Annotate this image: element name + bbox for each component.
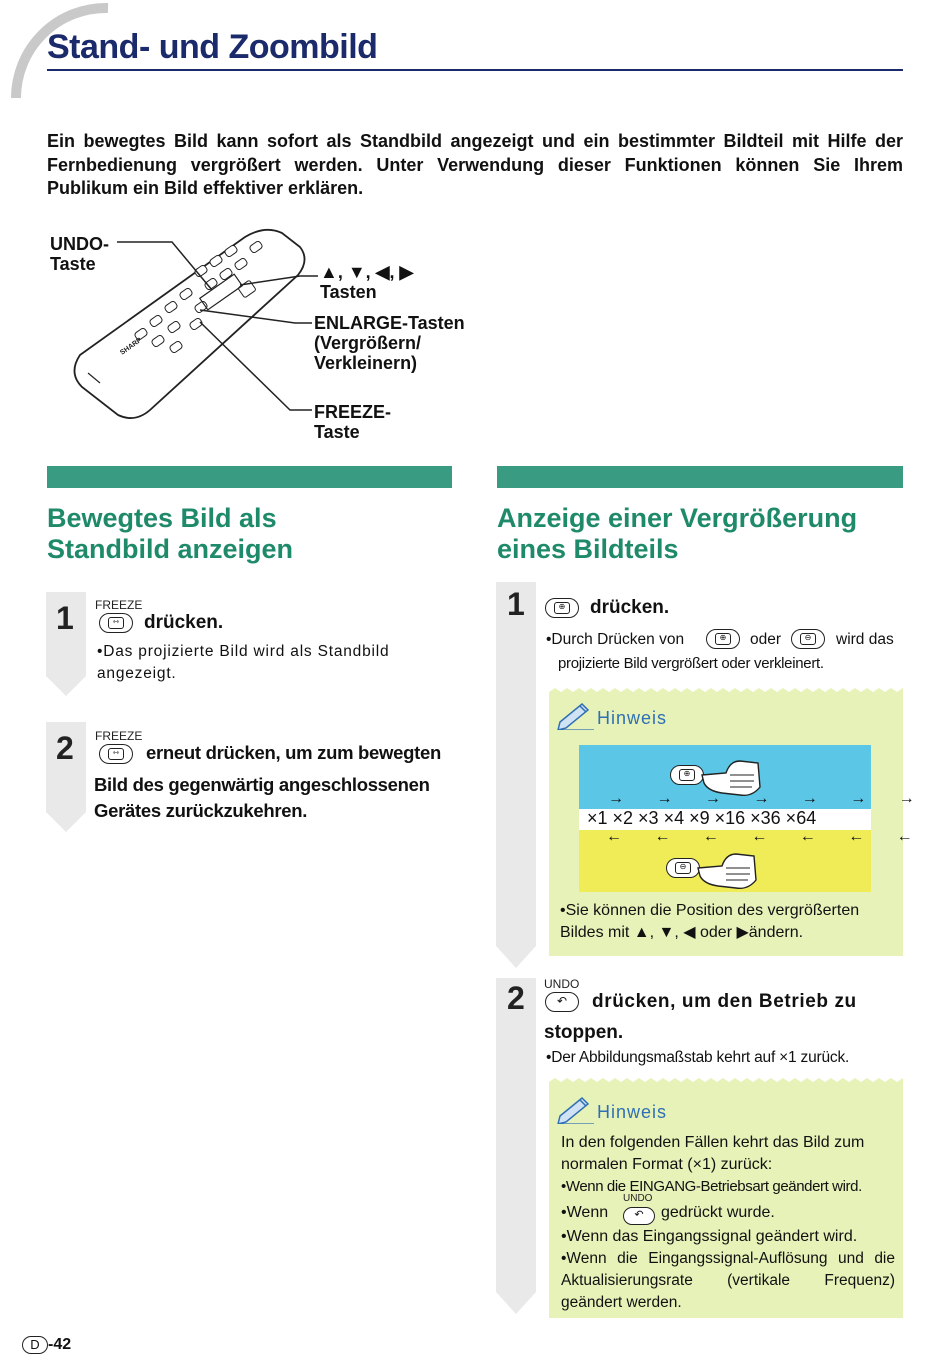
- note-2-undo-label: UNDO: [623, 1193, 653, 1204]
- remote-brand-text: SHARP: [119, 336, 144, 357]
- page-title: Stand- und Zoombild: [47, 28, 378, 66]
- note-2-bullet-4: •Wenn die Eingangssignal-Auflösung und die Aktualisierungsrate (vertikale Frequenz) geändert werden.: [561, 1250, 895, 1311]
- zoom-in-arrows: → → → → → → →: [608, 790, 929, 807]
- left-step2-action: erneut drücken, um zum bewegten: [146, 742, 441, 763]
- note-2-heading: Hinweis: [597, 1102, 668, 1122]
- reduce-button-icon: ⊖: [791, 629, 825, 649]
- left-section-bar: [47, 466, 452, 488]
- left-step1-bullet: •Das projizierte Bild wird als Standbild angezeigt.: [97, 643, 390, 682]
- pencil-icon: [556, 700, 596, 730]
- left-step1-button-label: FREEZE: [95, 598, 143, 612]
- enlarge-button-icon: ⊕: [706, 629, 740, 649]
- page-prefix-badge: D: [22, 1336, 48, 1354]
- undo-button-icon: ↶: [545, 992, 579, 1012]
- left-step1-number: 1: [56, 600, 74, 636]
- note-2-bullet-1: •Wenn die EINGANG-Betriebsart geändert wird.: [561, 1178, 862, 1195]
- reduce-button-icon: ⊖: [666, 858, 700, 878]
- note-2-bullet-2a: •Wenn: [561, 1204, 609, 1221]
- left-step1-action: drücken.: [144, 612, 224, 633]
- freeze-callout: FREEZE- Taste: [314, 402, 392, 442]
- right-step1-bullet-a: •Durch Drücken von: [546, 631, 685, 648]
- note-box-2-edge: [549, 1078, 903, 1086]
- right-step1-bullet-b: oder: [750, 631, 782, 648]
- note-2-intro: In den folgenden Fällen kehrt das Bild zum normalen Format (×1) zurück:: [561, 1134, 865, 1173]
- undo-button-icon: ↶: [623, 1207, 655, 1225]
- right-step2-bullet: •Der Abbildungsmaßstab kehrt auf ×1 zurück.: [546, 1049, 850, 1066]
- right-step1-number: 1: [507, 586, 525, 622]
- title-rule: [47, 69, 903, 71]
- left-section-title: Bewegtes Bild als Standbild anzeigen: [47, 503, 294, 564]
- right-section-bar: [497, 466, 903, 488]
- left-step2-number: 2: [56, 730, 74, 766]
- note-2-bullet-3: •Wenn das Eingangssignal geändert wird.: [561, 1228, 858, 1245]
- note-box-1-edge: [549, 688, 903, 696]
- arrow-keys-callout: ▲, ▼, ◀, ▶: [320, 262, 414, 282]
- note-1-text: •Sie können die Position des vergrößerten Bildes mit ▲, ▼, ◀ oder ▶ändern.: [560, 902, 860, 941]
- right-step2-button-label: UNDO: [544, 977, 580, 991]
- enlarge-button-icon: ⊕: [545, 598, 579, 618]
- page-number: -42: [48, 1336, 72, 1353]
- left-step2-action-cont: Bild des gegenwärtig angeschlossenen Gerätes zurückzukehren.: [94, 774, 430, 821]
- right-step2-action-cont: stoppen.: [544, 1022, 624, 1043]
- zoom-out-arrows: ← ← ← ← ← ← ←: [606, 828, 927, 845]
- hand-icon: [696, 850, 758, 892]
- enlarge-callout: ENLARGE-Tasten (Vergrößern/ Verkleinern): [314, 313, 465, 373]
- right-step1-bullet-d: projizierte Bild vergrößert oder verkleinert.: [558, 655, 824, 672]
- note-2-bullet-2b: gedrückt wurde.: [661, 1204, 775, 1221]
- zoom-scale: ×1 ×2 ×3 ×4 ×9 ×16 ×36 ×64: [587, 808, 817, 828]
- right-step1-bullet-c: wird das: [836, 631, 894, 648]
- right-step1-action: drücken.: [590, 597, 670, 618]
- right-section-title: Anzeige einer Vergrößerung eines Bildteils: [497, 503, 858, 564]
- right-step1-tab: [496, 582, 538, 970]
- note-1-heading: Hinweis: [597, 708, 668, 728]
- intro-paragraph: Ein bewegtes Bild kann sofort als Standbild angezeigt und ein bestimmter Bildteil mit Hilfe der Fernbedienung vergrößert werden. Unter Verwendung dieser Funktionen können Sie Ihrem Publikum ein Bild effektiver erklären.: [47, 131, 903, 198]
- arrow-keys-sub-callout: Tasten: [320, 282, 377, 302]
- right-step2-tab: [496, 978, 538, 1316]
- enlarge-button-icon: ⊕: [670, 765, 704, 785]
- right-step2-action: drücken, um den Betrieb zu: [592, 991, 857, 1012]
- pencil-icon: [556, 1094, 596, 1124]
- freeze-button-icon: ⇿: [99, 613, 133, 633]
- left-step2-button-label: FREEZE: [95, 729, 143, 743]
- undo-callout: UNDO- Taste: [50, 234, 109, 274]
- freeze-button-icon: ⇿: [99, 744, 133, 764]
- right-step2-number: 2: [507, 980, 525, 1016]
